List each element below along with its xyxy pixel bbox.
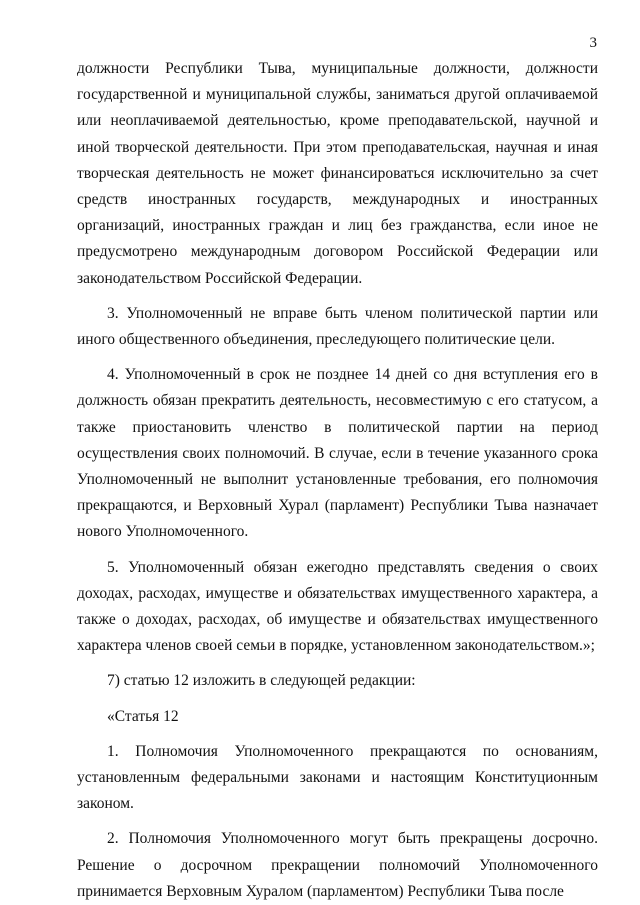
page-number: 3 (589, 35, 597, 51)
paragraph-item-5: 5. Уполномоченный обязан ежегодно представлять сведения о своих доходах, расходах, имуществе и обязательствах имущественного характера, а также о доходах, расходах, об имуществе и обязательствах имущественного характера членов своей семьи в порядке, установленном законодательством.»; (77, 558, 598, 655)
paragraph-item-4: 4. Уполномоченный в срок не позднее 14 дней со дня вступления его в должность обязан прекратить деятельность, несовместимую с его статусом, а также приостановить членство в политической партии на период осуществления своих полномочий. В случае, если в течение указанного срока Уполномоченный не выполнит установленные требования, его полномочия прекращаются, и Верховный Хурал (парламент) Республики Тыва назначает нового Уполномоченного. (77, 366, 598, 541)
document-body (77, 56, 598, 905)
article-heading: «Статья 12 (107, 707, 179, 725)
paragraph-article-item-2: 2. Полномочия Уполномоченного могут быть прекращены досрочно. Решение о досрочном прекращении полномочий Уполномоченного принимается Верховным Хуралом (парламентом) Республики Тыва после (77, 830, 598, 900)
paragraph-article-item-1: 1. Полномочия Уполномоченного прекращаются по основаниям, установленным федеральными законами и настоящим Конституционным законом. (77, 742, 598, 813)
paragraph-item-3: 3. Уполномоченный не вправе быть членом политической партии или иного общественного объединения, преследующего политические цели. (77, 304, 598, 349)
paragraph-continuation: должности Республики Тыва, муниципальные должности, должности государственной и муниципальной службы, заниматься другой оплачиваемой или неоплачиваемой деятельностью, кроме преподавательской, научной и иной творческой деятельности. При этом преподавательская, научная и иная творческая деятельность не может финансироваться исключительно за счет средств иностранных государств, международных и иностранных организаций, иностранных граждан и лиц без гражданства, если иное не предусмотрено международным договором Российской Федерации или законодательством Российской Федерации. (77, 60, 598, 287)
paragraph-amendment-7: 7) статью 12 изложить в следующей редакции: (107, 672, 416, 690)
